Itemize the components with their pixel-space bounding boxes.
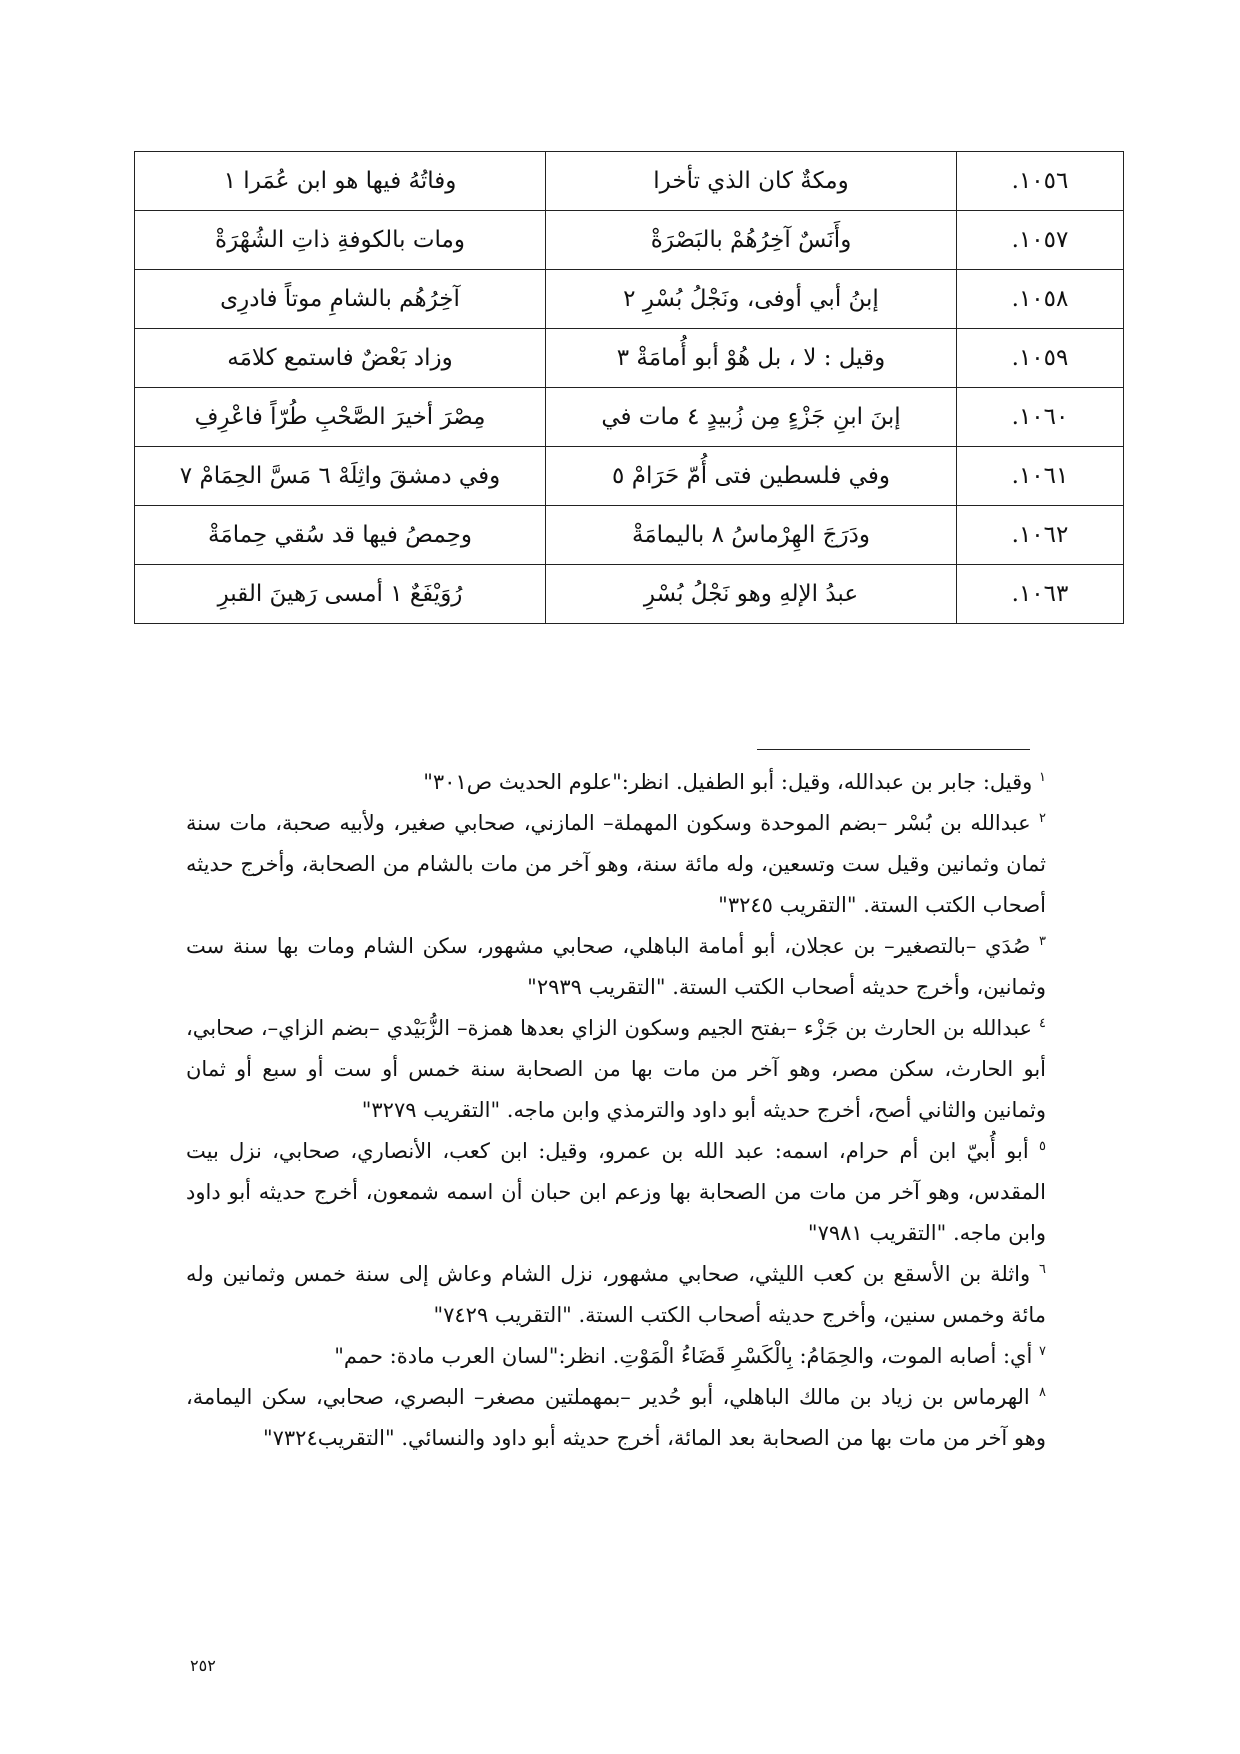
verse-number: ١٠٦٣.	[957, 565, 1124, 624]
footnote-mark: ١	[1039, 770, 1046, 785]
footnote	[186, 803, 1046, 926]
footnote-text: عبدالله بن بُسْر –بضم الموحدة وسكون المهملة– المازني، صحابي صغير، ولأبيه صحبة، مات سنة ثمان وثمانين وقيل ست وتسعين، وله مائة سنة، وهو آخر من مات بالشام من الصحابة، وأخرج حديثه أصحاب الكتب الستة. "التقريب ٣٢٤٥"	[186, 811, 1046, 917]
verses-table	[134, 151, 1124, 624]
footnote-mark: ٨	[1039, 1385, 1046, 1400]
verse-number: ١٠٦٢.	[957, 506, 1124, 565]
footnote-text: صُدَي –بالتصغير– بن عجلان، أبو أمامة الباهلي، صحابي مشهور، سكن الشام ومات بها سنة ست وثمانين، وأخرج حديثه أصحاب الكتب الستة. "التقريب ٢٩٣٩"	[186, 934, 1046, 999]
verse-row	[135, 565, 1124, 624]
footnote-text: واثلة بن الأسقع بن كعب الليثي، صحابي مشهور، نزل الشام وعاش إلى سنة خمس وثمانين وله مائة وخمس سنين، وأخرج حديثه أصحاب الكتب الستة. "التقريب ٧٤٢٩"	[186, 1262, 1046, 1327]
verse-first-hemistich: عبدُ الإلهِ وهو نَجْلُ بُسْرِ	[546, 565, 957, 624]
footnote-text: الهرماس بن زياد بن مالك الباهلي، أبو حُدير –بمهملتين مصغر– البصري، صحابي، سكن اليمامة، وهو آخر من مات بها من الصحابة بعد المائة، أخرج حديثه أبو داود والنسائي. "التقريب٧٣٢٤"	[186, 1385, 1046, 1450]
verse-second-hemistich: رُوَيْفَعٌ ١ أمسى رَهينَ القبرِ	[135, 565, 546, 624]
verse-row	[135, 211, 1124, 270]
footnote	[186, 1131, 1046, 1254]
verse-first-hemistich: وقيل : لا ، بل هُوْ أبو أُمامَةْ ٣	[546, 329, 957, 388]
verse-row	[135, 270, 1124, 329]
verse-first-hemistich: ومكةٌ كان الذي تأخرا	[546, 152, 957, 211]
footnote-mark: ٢	[1039, 811, 1046, 826]
verse-row	[135, 152, 1124, 211]
footnote-mark: ٦	[1039, 1262, 1046, 1277]
footnote-text: أي: أصابه الموت، والحِمَامُ: بِالْكَسْرِ قَضَاءُ الْمَوْتِ. انظر:"لسان العرب مادة: حمم"	[334, 1344, 1033, 1368]
verse-row	[135, 506, 1124, 565]
footnote	[186, 1254, 1046, 1336]
footnote-mark: ٣	[1039, 934, 1046, 949]
footnote-text: أبو أُبيّ ابن أم حرام، اسمه: عبد الله بن عمرو، وقيل: ابن كعب، الأنصاري، صحابي، نزل بيت المقدس، وهو آخر من مات من الصحابة بها وزعم ابن حبان أن اسمه شمعون، أخرج حديثه أبو داود وابن ماجه. "التقريب ٧٩٨١"	[186, 1139, 1046, 1245]
verses-table-body	[135, 152, 1124, 624]
verse-number: ١٠٥٦.	[957, 152, 1124, 211]
verse-second-hemistich: ومات بالكوفةِ ذاتِ الشُهْرَةْ	[135, 211, 546, 270]
verse-number: ١٠٦٠.	[957, 388, 1124, 447]
verse-number: ١٠٥٨.	[957, 270, 1124, 329]
footnote-text: وقيل: جابر بن عبدالله، وقيل: أبو الطفيل. انظر:"علوم الحديث ص٣٠١"	[423, 770, 1033, 794]
verse-row	[135, 329, 1124, 388]
footnote	[186, 926, 1046, 1008]
verse-row	[135, 388, 1124, 447]
footnote	[186, 762, 1046, 803]
footnotes	[186, 762, 1046, 1459]
verse-second-hemistich: وفي دمشقَ واثِلَهْ ٦ مَسَّ الحِمَامْ ٧	[135, 447, 546, 506]
verse-second-hemistich: آخِرُهُم بالشامِ موتاً فادرِى	[135, 270, 546, 329]
verse-second-hemistich: وفاتُهُ فيها هو ابن عُمَرا ١	[135, 152, 546, 211]
verse-second-hemistich: وحِمصُ فيها قد سُقي حِمامَةْ	[135, 506, 546, 565]
footnote-mark: ٧	[1039, 1344, 1046, 1359]
verse-first-hemistich: وفي فلسطين فتى أُمّ حَرَامْ ٥	[546, 447, 957, 506]
verse-first-hemistich: إبنُ أبي أوفى، ونَجْلُ بُسْرِ ٢	[546, 270, 957, 329]
footnote-mark: ٥	[1039, 1139, 1046, 1154]
footnote-mark: ٤	[1039, 1016, 1046, 1031]
page-number: ٢٥٢	[190, 1656, 216, 1675]
verse-number: ١٠٥٩.	[957, 329, 1124, 388]
footnote-separator	[757, 749, 1030, 750]
verse-number: ١٠٦١.	[957, 447, 1124, 506]
verse-number: ١٠٥٧.	[957, 211, 1124, 270]
footnote	[186, 1008, 1046, 1131]
verse-first-hemistich: ودَرَجَ الهِرْماسُ ٨ باليمامَةْ	[546, 506, 957, 565]
footnote	[186, 1336, 1046, 1377]
footnote-text: عبدالله بن الحارث بن جَزْء –بفتح الجيم وسكون الزاي بعدها همزة– الزُّبَيْدي –بضم الزاي–، صحابي، أبو الحارث، سكن مصر، وهو آخر من مات بها من الصحابة سنة خمس أو ست أو سبع أو ثمان وثمانين والثاني أصح، أخرج حديثه أبو داود والترمذي وابن ماجه. "التقريب ٣٢٧٩"	[186, 1016, 1046, 1122]
footnote	[186, 1377, 1046, 1459]
verse-first-hemistich: إبنَ ابنِ جَزْءٍ مِن زُبيدٍ ٤ مات في	[546, 388, 957, 447]
verse-second-hemistich: مِصْرَ أخيرَ الصَّحْبِ طُرّاً فاعْرِفِ	[135, 388, 546, 447]
verse-row	[135, 447, 1124, 506]
verse-first-hemistich: وأَنَسٌ آخِرُهُمْ بالبَصْرَةْ	[546, 211, 957, 270]
verse-second-hemistich: وزاد بَعْضٌ فاستمع كلامَه	[135, 329, 546, 388]
